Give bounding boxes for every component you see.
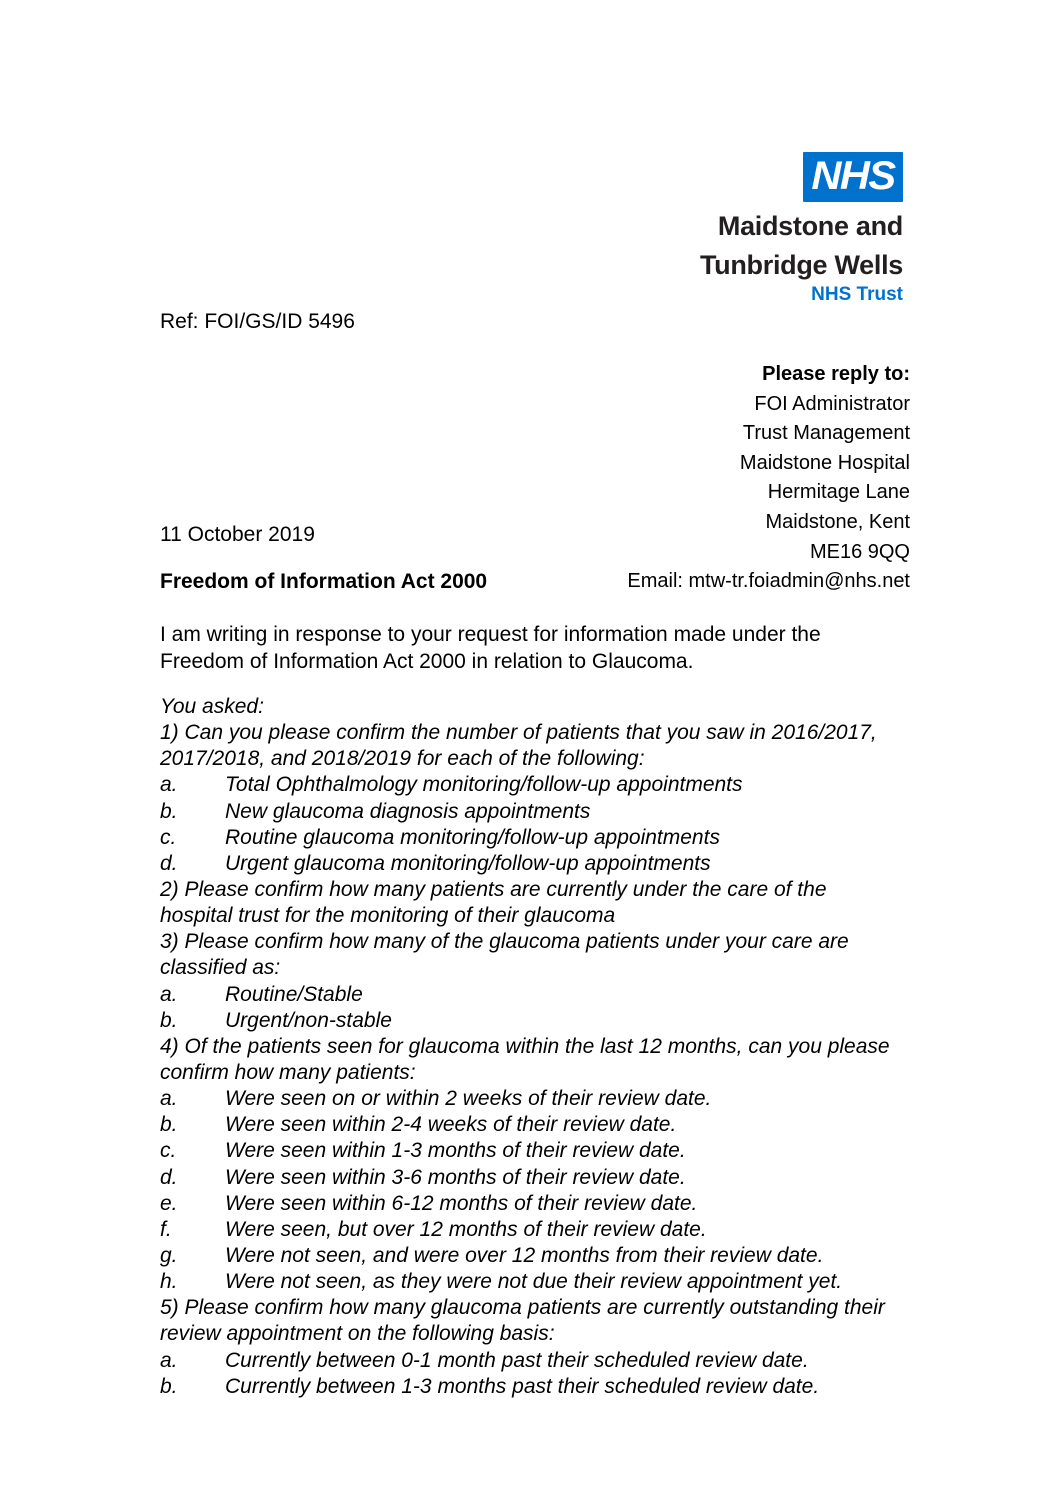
question-sub-item (160, 1112, 900, 1138)
nhs-logo-text: NHS (811, 154, 895, 198)
trust-suffix-label: NHS Trust (811, 284, 903, 306)
question-sub-marker: d. (160, 851, 178, 875)
question-sub-marker: a. (160, 773, 178, 797)
questions-section (160, 694, 900, 1400)
intro-paragraph: I am writing in response to your request for information made under the Freedom of Information Act 2000 in relation to Glaucoma. (160, 623, 821, 674)
reply-to-line: FOI Administrator (754, 392, 910, 415)
reply-to-heading: Please reply to: (762, 363, 910, 385)
reply-to-line: Hermitage Lane (767, 481, 910, 504)
question-sub-text: Were seen within 3-6 months of their review date. (225, 1165, 686, 1189)
question-sub-item (160, 1243, 900, 1269)
question-sub-item (160, 1165, 900, 1191)
question-sub-text: Were seen within 1-3 months of their review date. (225, 1139, 686, 1163)
question-sub-item (160, 1217, 900, 1243)
question-sub-text: Urgent/non-stable (225, 1008, 392, 1032)
question-paragraph: 4) Of the patients seen for glaucoma within the last 12 months, can you please confirm how many patients: (160, 1034, 890, 1084)
reference-line: Ref: FOI/GS/ID 5496 (160, 310, 355, 333)
reply-to-line: ME16 9QQ (809, 540, 910, 563)
questions-lead-in: You asked: (160, 695, 264, 718)
question-sub-marker: b. (160, 1374, 178, 1398)
question-sub-text: Routine/Stable (225, 982, 363, 1006)
reply-to-email-line: Email: mtw-tr.foiadmin@nhs.net (627, 570, 910, 593)
question-sub-item (160, 851, 900, 877)
question-sub-item (160, 1348, 900, 1374)
question-sub-text: Were seen within 2-4 weeks of their review date. (225, 1113, 677, 1137)
letter-date: 11 October 2019 (160, 523, 315, 546)
question-sub-text: Were seen, but over 12 months of their review date. (225, 1217, 707, 1241)
nhs-trust-logo (700, 152, 903, 304)
reply-to-line: Maidstone, Kent (765, 510, 910, 533)
question-sub-text: Currently between 0-1 month past their scheduled review date. (225, 1348, 809, 1372)
question-sub-marker: a. (160, 1087, 178, 1111)
question-sub-text: Were seen on or within 2 weeks of their review date. (225, 1087, 712, 1111)
subject-heading: Freedom of Information Act 2000 (160, 570, 488, 593)
question-paragraph: 1) Can you please confirm the number of patients that you saw in 2016/2017, 2017/2018, and 2018/2019 for each of the following: (160, 721, 877, 771)
question-sub-marker: f. (160, 1217, 172, 1241)
questions-list (160, 720, 900, 1400)
question-paragraph: 5) Please confirm how many glaucoma patients are currently outstanding their review appointment on the following basis: (160, 1296, 885, 1346)
reply-to-line: Maidstone Hospital (739, 451, 910, 474)
question-sub-text: Currently between 1-3 months past their scheduled review date. (225, 1374, 820, 1398)
question-sub-text: Were not seen, and were over 12 months from their review date. (225, 1243, 824, 1267)
question-sub-item (160, 1269, 900, 1295)
reply-to-line: Trust Management (742, 422, 910, 445)
question-sub-marker: c. (160, 825, 177, 849)
question-sub-marker: b. (160, 1008, 178, 1032)
question-sub-marker: e. (160, 1191, 178, 1215)
question-sub-item (160, 1191, 900, 1217)
nhs-logo-icon (803, 152, 903, 202)
question-sub-item (160, 825, 900, 851)
question-sub-item (160, 982, 900, 1008)
question-sub-marker: b. (160, 799, 178, 823)
question-sub-item (160, 772, 900, 798)
trust-name-line-2: Tunbridge Wells (699, 250, 903, 281)
question-sub-marker: c. (160, 1139, 177, 1163)
question-sub-text: Total Ophthalmology monitoring/follow-up appointments (225, 773, 743, 797)
question-sub-item (160, 1086, 900, 1112)
question-sub-text: Were seen within 6-12 months of their review date. (225, 1191, 698, 1215)
question-sub-item (160, 1374, 900, 1400)
question-sub-marker: a. (160, 982, 178, 1006)
question-sub-item (160, 799, 900, 825)
reply-to-address-block (627, 360, 910, 597)
trust-name-line-1: Maidstone and (717, 211, 903, 241)
question-paragraph: 2) Please confirm how many patients are currently under the care of the hospital trust for the monitoring of their glaucoma (160, 877, 827, 928)
question-sub-marker: h. (160, 1270, 178, 1294)
question-sub-text: Were not seen, as they were not due their review appointment yet. (225, 1270, 843, 1294)
question-sub-marker: a. (160, 1348, 178, 1372)
question-sub-text: New glaucoma diagnosis appointments (225, 799, 591, 823)
question-sub-text: Urgent glaucoma monitoring/follow-up appointments (225, 851, 711, 875)
question-sub-item (160, 1138, 900, 1164)
question-sub-marker: d. (160, 1165, 178, 1189)
question-sub-text: Routine glaucoma monitoring/follow-up appointments (225, 825, 720, 849)
question-sub-item (160, 1008, 900, 1034)
question-sub-marker: b. (160, 1113, 178, 1137)
question-sub-marker: g. (160, 1243, 178, 1267)
question-paragraph: 3) Please confirm how many of the glaucoma patients under your care are classified as: (160, 930, 849, 980)
